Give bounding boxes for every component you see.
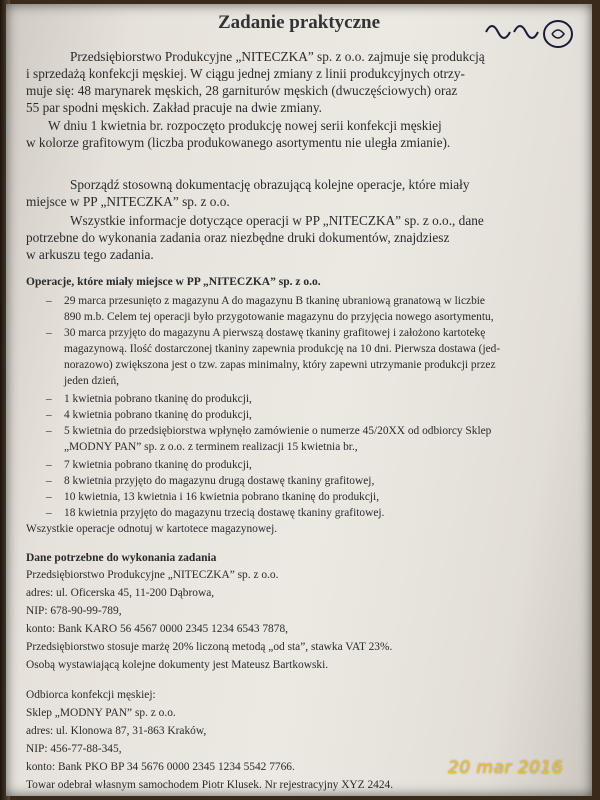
- operation-item: – 5 kwietnia do przedsiębiorstwa wpłynęło zamówienie o numerze 45/20XX od odbiorcy Sklep: [46, 425, 492, 437]
- task-line-1: Sporządź stosowną dokumentację obrazującą kolejne operacje, które miały: [70, 177, 470, 192]
- intro-line-2: i sprzedażą konfekcji męskiej. W ciągu jednej zmiany z linii produkcyjnych otrzy-: [26, 66, 465, 81]
- operation-item: – 7 kwietnia pobrano tkaninę do produkcji,: [46, 459, 252, 471]
- operation-item-cont: norazowo) zwiększona jest o tzw. zapas minimalny, który zapewni utrzymanie produkcji przez: [64, 359, 496, 371]
- operation-item: – 8 kwietnia przyjęto do magazynu drugą dostawę tkaniny grafitowej,: [46, 475, 375, 487]
- intro-line-1: Przedsiębiorstwo Produkcyjne „NITECZKA” sp. z o.o. zajmuje się produkcją: [70, 49, 485, 64]
- data-line: NIP: 678-90-99-789,: [26, 605, 122, 617]
- operation-item-cont: jeden dzień,: [64, 375, 120, 387]
- task-line-4: potrzebne do wykonania zadania oraz niezbędne druki dokumentów, znajdziesz: [26, 230, 450, 245]
- data-heading: Dane potrzebne do wykonania zadania: [26, 552, 217, 564]
- operation-item: – 10 kwietnia, 13 kwietnia i 16 kwietnia pobrano tkaninę do produkcji,: [46, 491, 380, 503]
- handwritten-mark-icon: [482, 10, 582, 54]
- operations-heading: Operacje, które miały miejsce w PP „NITECZKA” sp. z o.o.: [26, 276, 321, 288]
- operation-item: – 18 kwietnia przyjęto do magazynu trzecią dostawę tkaniny grafitowej.: [46, 507, 385, 519]
- operation-item-cont: 890 m.b. Celem tej operacji było przygotowanie magazynu do przyjęcia nowego asortymentu,: [64, 311, 494, 323]
- operation-item-cont: „MODNY PAN” sp. z o.o. z terminem realizacji 15 kwietnia br.,: [64, 441, 358, 453]
- intro-line-6: w kolorze grafitowym (liczba produkowanego asortymentu nie uległa zmianie).: [26, 135, 451, 150]
- photo-date-stamp: 20 mar 2016: [448, 758, 564, 778]
- intro-line-5: W dniu 1 kwietnia br. rozpoczęto produkcję nowej serii konfekcji męskiej: [48, 118, 442, 133]
- task-line-5: w arkuszu tego zadania.: [26, 247, 154, 262]
- buyer-line: adres: ul. Klonowa 87, 31-863 Kraków,: [26, 725, 207, 737]
- page-title: Zadanie praktyczne: [217, 12, 381, 33]
- operations-footer: Wszystkie operacje odnotuj w kartotece magazynowej.: [26, 523, 278, 535]
- buyer-line: Towar odebrał własnym samochodem Piotr Klusek. Nr rejestracyjny XYZ 2424.: [26, 779, 394, 791]
- data-line: Przedsiębiorstwo stosuje marżę 20% liczoną metodą „od sta”, stawka VAT 23%.: [26, 641, 393, 653]
- document-page: [6, 4, 592, 796]
- buyer-line: konto: Bank PKO BP 34 5676 0000 2345 1234 5542 7766.: [26, 761, 295, 773]
- operation-item-cont: magazynową. Ilość dostarczonej tkaniny zapewnia produkcję na 10 dni. Pierwsza dostawa (jed-: [64, 343, 501, 355]
- buyer-line: NIP: 456-77-88-345,: [26, 743, 122, 755]
- operation-item: – 4 kwietnia pobrano tkaninę do produkcji,: [46, 409, 252, 421]
- data-line: Osobą wystawiającą kolejne dokumenty jest Mateusz Bartkowski.: [26, 659, 329, 671]
- operation-item: – 30 marca przyjęto do magazynu A pierwszą dostawę tkaniny grafitowej i założono kartotekę: [46, 327, 486, 339]
- intro-line-3: muje się: 48 marynarek męskich, 28 garniturów męskich (dwuczęściowych) oraz: [26, 83, 458, 98]
- data-line: konto: Bank KARO 56 4567 0000 2345 1234 6543 7878,: [26, 623, 288, 635]
- task-line-2: miejsce w PP „NITECZKA” sp. z o.o.: [26, 194, 230, 209]
- data-line: adres: ul. Oficerska 45, 11-200 Dąbrowa,: [26, 587, 215, 599]
- operation-item: – 29 marca przesunięto z magazynu A do magazynu B tkaninę ubraniową granatową w liczbie: [46, 295, 485, 307]
- data-line: Przedsiębiorstwo Produkcyjne „NITECZKA” sp. z o.o.: [26, 569, 279, 581]
- buyer-line: Sklep „MODNY PAN” sp. z o.o.: [26, 707, 176, 719]
- intro-line-4: 55 par spodni męskich. Zakład pracuje na dwie zmiany.: [26, 100, 323, 115]
- buyer-line: Odbiorca konfekcji męskiej:: [26, 689, 156, 701]
- operation-item: – 1 kwietnia pobrano tkaninę do produkcji,: [46, 393, 252, 405]
- task-line-3: Wszystkie informacje dotyczące operacji w PP „NITECZKA” sp. z o.o., dane: [70, 213, 484, 228]
